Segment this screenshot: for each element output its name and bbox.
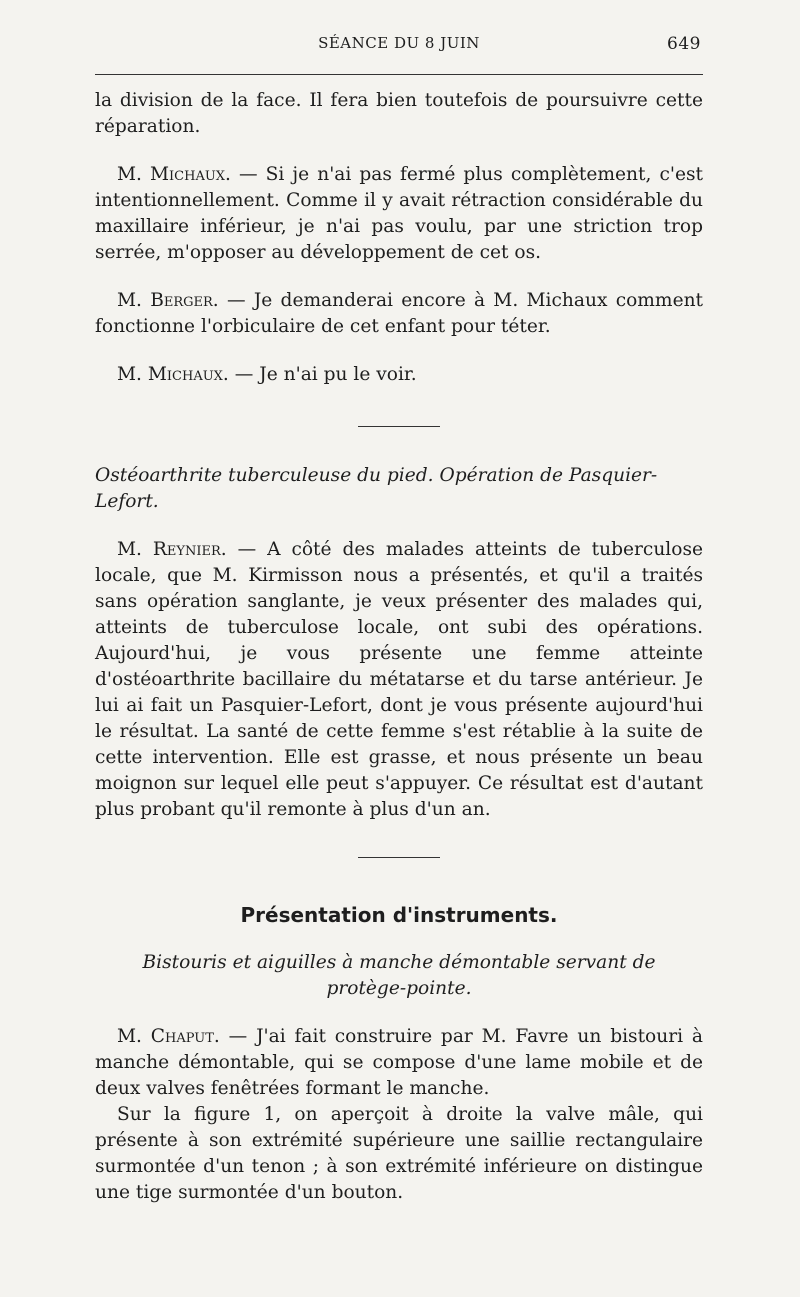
speaker-name: M. Michaux.: [117, 364, 229, 385]
paragraph-text: — Je demanderai encore à M. Michaux comment fonctionne l'orbiculaire de cet enfant pour téter.: [95, 290, 704, 337]
speaker-name: M. Michaux.: [117, 164, 231, 185]
spacer: [95, 266, 703, 288]
paragraph-chaput: [95, 1024, 703, 1102]
spacer: [95, 1002, 703, 1024]
section-subtitle-line1: Bistouris et aiguilles à manche démontable servant de: [142, 952, 656, 973]
paragraph-reynier: [95, 537, 703, 823]
paragraph-text: — Si je n'ai pas fermé plus complètement, c'est intentionnellement. Comme il y avait rétraction considérable du maxillaire inférieur, je n'ai pas voulu, par une striction trop serrée, m'opposer au développement de cet os.: [95, 164, 703, 263]
paragraph-text: — J'ai fait construire par M. Favre un bistouri à manche démontable, qui se compose d'une lame mobile et de deux valves fenêtrées formant le manche.: [95, 1026, 703, 1099]
spacer: [95, 515, 703, 537]
paragraph-berger: [95, 288, 703, 340]
page-body: [95, 88, 703, 1206]
speaker-name: M. Chaput.: [117, 1026, 220, 1047]
spacer: [95, 340, 703, 362]
speaker-name: M. Berger.: [117, 290, 219, 311]
paragraph-figure-1: Sur la figure 1, on aperçoit à droite la valve mâle, qui présente à son extrémité supérieure une saillie rectangulaire surmontée d'un tenon ; à son extrémité inférieure on distingue une tige surmontée d'un bouton.: [95, 1104, 703, 1203]
speaker-name: M. Reynier.: [117, 539, 227, 560]
paragraph-michaux-1: [95, 162, 703, 266]
paragraph-text: — A côté des malades atteints de tuberculose locale, que M. Kirmisson nous a présentés, et qu'il a traités sans opération sanglante, je veux présenter des malades qui, atteints de tuberculose locale, ont subi des opérations. Aujourd'hui, je vous présente une femme atteinte d'ostéoarthrite bacillaire du métatarse et du tarse antérieur. Je lui ai fait un Pasquier-Lefort, dont je vous présente aujourd'hui le résultat. La santé de cette femme s'est rétablie à la suite de cette intervention. Elle est grasse, et nous présente un beau moignon sur lequel elle peut s'appuyer. Ce résultat est d'autant plus probant qu'il remonte à plus d'un an.: [95, 539, 703, 820]
paragraph-text: — Je n'ai pu le voir.: [228, 364, 417, 385]
section-title-osteoarthrite: Ostéoarthrite tuberculeuse du pied. Opération de Pasquier-Lefort.: [95, 465, 658, 512]
spacer: [95, 928, 703, 950]
paragraph-text: la division de la face. Il fera bien toutefois de poursuivre cette réparation.: [95, 90, 703, 137]
running-title: SÉANCE DU 8 JUIN: [318, 34, 480, 52]
running-header: [95, 34, 703, 58]
section-heading-instruments: Présentation d'instruments.: [240, 903, 558, 927]
paragraph-michaux-2: [95, 362, 703, 388]
spacer: [95, 858, 703, 902]
spacer: [95, 823, 703, 857]
spacer: [95, 140, 703, 162]
page-number: 649: [667, 34, 701, 54]
paragraph-continuation: [95, 88, 703, 140]
section-subtitle-line2: protège-pointe.: [326, 978, 472, 999]
spacer: [95, 427, 703, 463]
header-rule: [95, 74, 703, 75]
spacer: [95, 388, 703, 426]
